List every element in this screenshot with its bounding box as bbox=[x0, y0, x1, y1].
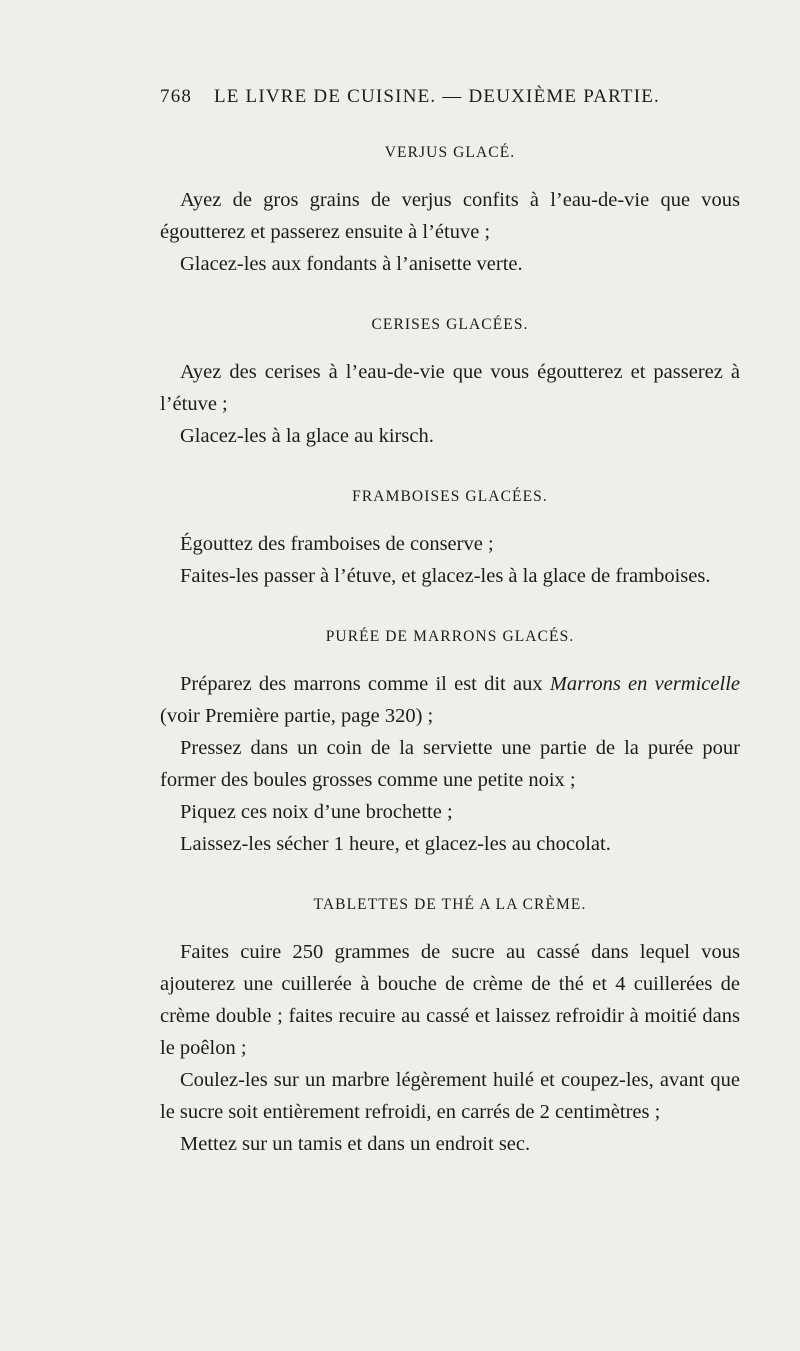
recipe-title: VERJUS GLACÉ. bbox=[384, 144, 516, 161]
recipe-paragraph: Piquez ces noix d’une brochette ; bbox=[180, 801, 453, 823]
running-title: LE LIVRE DE CUISINE. — DEUXIÈME PARTIE. bbox=[213, 86, 660, 107]
recipe-title: FRAMBOISES GLACÉES. bbox=[352, 488, 548, 505]
recipe-title: TABLETTES DE THÉ A LA CRÈME. bbox=[313, 896, 587, 913]
recipe-tablettes-de-the-a-la-creme bbox=[160, 896, 740, 1160]
cross-reference-title: Marrons en vermicelle bbox=[549, 673, 740, 695]
recipe-paragraph: Glacez-les à la glace au kirsch. bbox=[180, 425, 434, 447]
recipe-puree-de-marrons-glaces bbox=[160, 628, 740, 860]
page-content bbox=[160, 126, 740, 1196]
recipe-paragraph bbox=[160, 668, 740, 732]
recipe-paragraph: Ayez de gros grains de verjus confits à l’eau-de-vie que vous égoutterez et passerez ensuite à l’étuve ; bbox=[160, 189, 740, 243]
recipe-title: PURÉE DE MARRONS GLACÉS. bbox=[325, 628, 575, 645]
recipe-paragraph: Égouttez des framboises de conserve ; bbox=[180, 533, 494, 555]
recipe-paragraph: Ayez des cerises à l’eau-de-vie que vous égoutterez et passerez à l’étuve ; bbox=[160, 361, 740, 415]
paragraph-text: (voir Première partie, page 320) ; bbox=[160, 705, 434, 727]
recipe-paragraph: Faites-les passer à l’étuve, et glacez-les à la glace de framboises. bbox=[180, 565, 711, 587]
recipe-paragraph: Coulez-les sur un marbre légèrement huilé et coupez-les, avant que le sucre soit entièrement refroidi, en carrés de 2 centimètres ; bbox=[160, 1069, 740, 1123]
recipe-paragraph: Laissez-les sécher 1 heure, et glacez-les au chocolat. bbox=[180, 833, 611, 855]
recipe-verjus-glace bbox=[160, 144, 740, 280]
recipe-paragraph: Pressez dans un coin de la serviette une partie de la purée pour former des boules grosses comme une petite noix ; bbox=[160, 737, 740, 791]
recipe-cerises-glacees bbox=[160, 316, 740, 452]
running-head bbox=[160, 86, 720, 108]
recipe-paragraph: Glacez-les aux fondants à l’anisette verte. bbox=[180, 253, 523, 275]
paragraph-text: Préparez des marrons comme il est dit aux bbox=[180, 673, 550, 695]
recipe-framboises-glacees bbox=[160, 488, 740, 592]
recipe-paragraph: Faites cuire 250 grammes de sucre au cassé dans lequel vous ajouterez une cuillerée à bouche de crème de thé et 4 cuillerées de crème double ; faites recuire au cassé et laissez refroidir à moitié dans le poêlon ; bbox=[160, 941, 740, 1059]
page-number: 768 bbox=[160, 86, 193, 107]
recipe-title: CERISES GLACÉES. bbox=[371, 316, 529, 333]
recipe-paragraph: Mettez sur un tamis et dans un endroit sec. bbox=[180, 1133, 531, 1155]
